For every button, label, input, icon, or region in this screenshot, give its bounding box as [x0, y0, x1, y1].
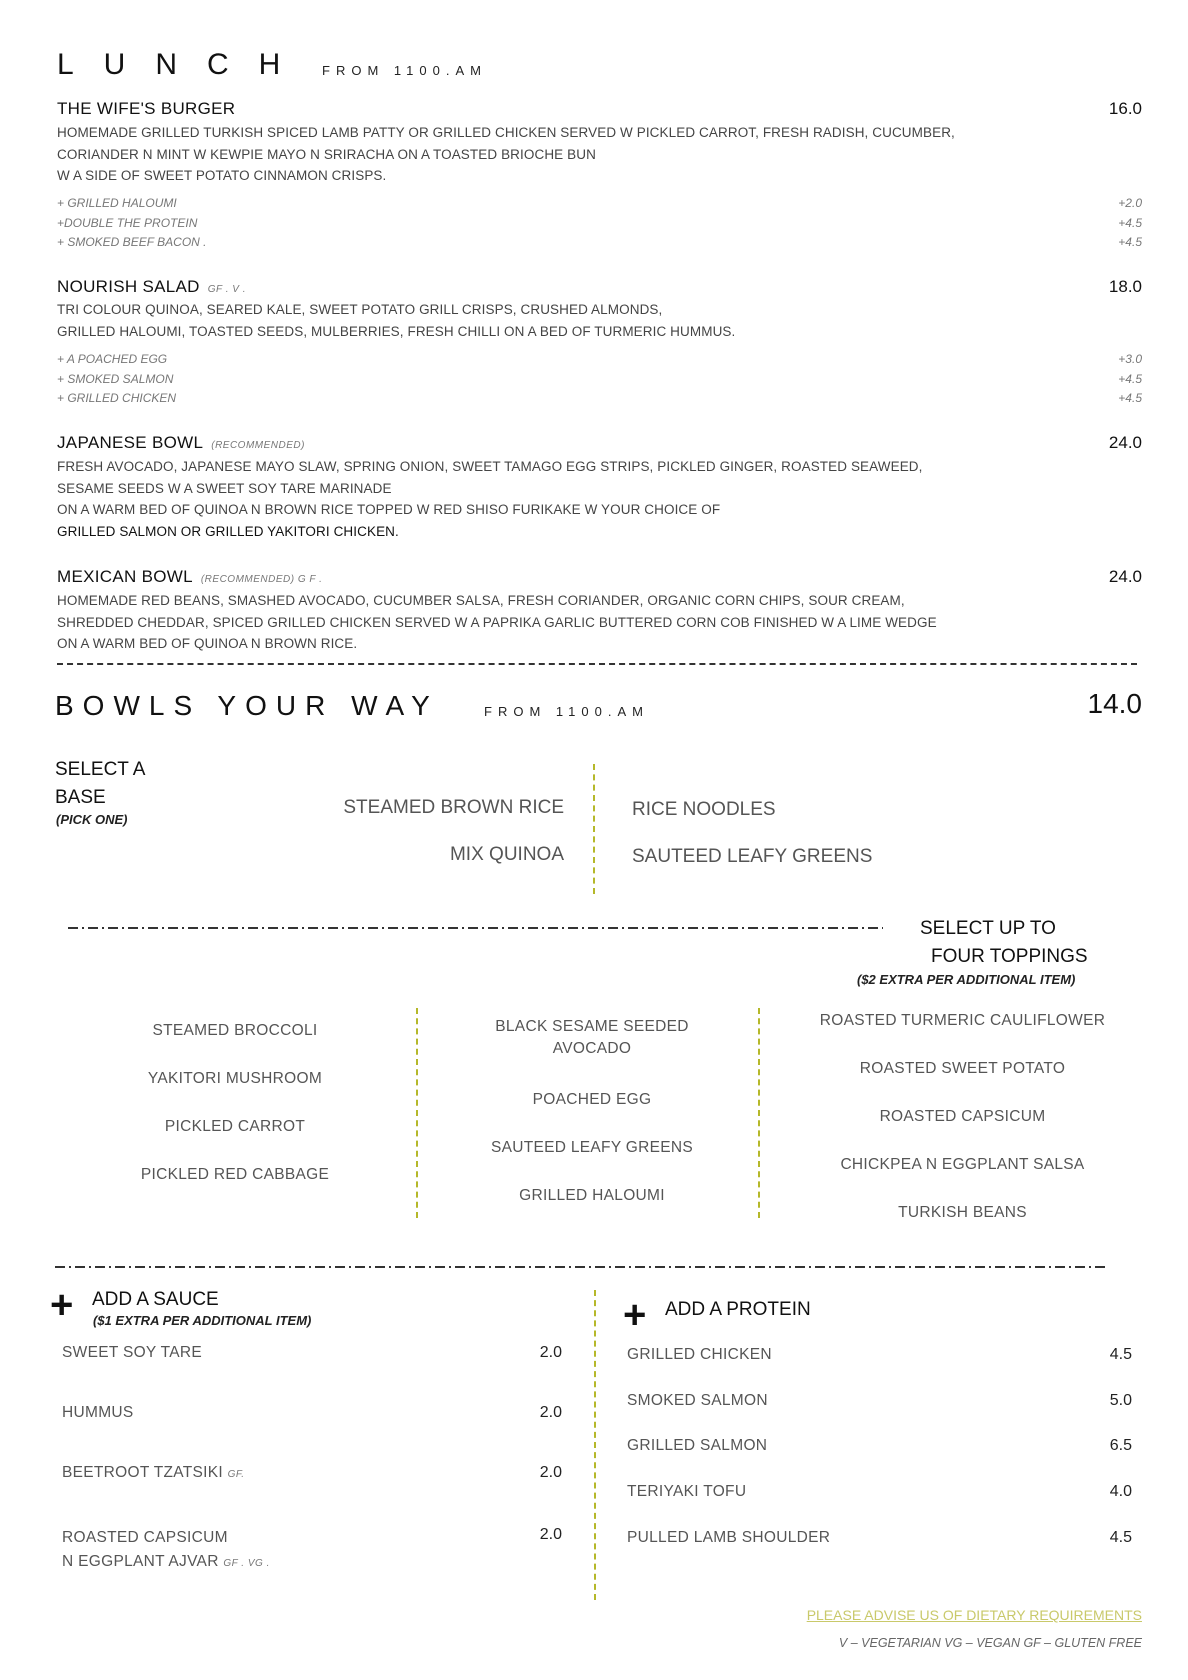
- diet-tag: GF . VG .: [223, 1558, 270, 1569]
- topping-item: ROASTED TURMERIC CAULIFLOWER: [819, 1012, 1106, 1029]
- protein-price: 6.5: [1109, 1437, 1132, 1454]
- addon-prices: +3.0 +4.5 +4.5: [1118, 352, 1142, 405]
- sauce-item: ROASTED CAPSICUM N EGGPLANT AJVAR GF . VG .: [62, 1529, 270, 1570]
- menu-item-price: 24.0: [1108, 433, 1142, 452]
- bowls-title: BOWLS YOUR WAY: [55, 690, 439, 721]
- topping-item: PICKLED RED CABBAGE: [140, 1166, 330, 1183]
- menu-item-description: TRI COLOUR QUINOA, SEARED KALE, SWEET POTATO GRILL CRISPS, CRUSHED ALMONDS, GRILLED HALOUMI, TOASTED SEEDS, MULBERRIES, FRESH CHILLI ON A BED OF TURMERIC HUMMUS.: [57, 302, 736, 339]
- diet-tag: GF.: [227, 1469, 245, 1480]
- section-divider: [57, 663, 1137, 665]
- bowls-from-time: FROM 1100.AM: [484, 704, 649, 719]
- protein-price: 4.0: [1109, 1483, 1132, 1500]
- dietary-requirements-notice: PLEASE ADVISE US OF DIETARY REQUIREMENTS: [806, 1607, 1142, 1623]
- sauce-item: HUMMUS: [62, 1404, 134, 1421]
- select-base-heading: SELECT A BASE: [55, 759, 146, 808]
- add-sauce-heading: ADD A SAUCE: [92, 1289, 219, 1310]
- menu-item-description: HOMEMADE GRILLED TURKISH SPICED LAMB PATTY OR GRILLED CHICKEN SERVED W PICKLED CARROT, FRESH RADISH, CUCUMBER, CORIANDER N MINT W KEWPIE MAYO N SRIRACHA ON A TOASTED BRIOCHE BUN W A SIDE OF SWEET POTATO CINNAMON CRISPS.: [57, 125, 955, 183]
- section-divider: [55, 1266, 1105, 1268]
- protein-item: PULLED LAMB SHOULDER: [627, 1529, 831, 1546]
- topping-item: POACHED EGG: [532, 1091, 652, 1108]
- topping-item: PICKLED CARROT: [164, 1118, 306, 1135]
- lunch-from-time: FROM 1100.AM: [322, 63, 487, 78]
- protein-item: SMOKED SALMON: [627, 1392, 768, 1409]
- plus-icon: +: [623, 1293, 647, 1337]
- topping-item: ROASTED CAPSICUM: [879, 1108, 1046, 1125]
- column-separator: [594, 1290, 596, 1600]
- sauce-price: 2.0: [539, 1526, 562, 1543]
- base-option: RICE NOODLES: [632, 799, 776, 820]
- menu-item-description: FRESH AVOCADO, JAPANESE MAYO SLAW, SPRING ONION, SWEET TAMAGO EGG STRIPS, PICKLED GINGER, ROASTED SEAWEED, SESAME SEEDS W A SWEET SOY TARE MARINADE ON A WARM BED OF QUINOA N BROWN RICE TOPPED W RED SHISO FURIKAKE W YOUR CHOICE OF GRILLED SALMON OR GRILLED YAKITORI CHICKEN.: [57, 459, 923, 539]
- base-option: STEAMED BROWN RICE: [343, 797, 564, 818]
- protein-price: 4.5: [1109, 1529, 1132, 1546]
- add-protein-heading: ADD A PROTEIN: [665, 1299, 811, 1320]
- column-separator: [416, 1008, 418, 1218]
- protein-item: TERIYAKI TOFU: [627, 1483, 747, 1500]
- sauce-item: BEETROOT TZATSIKI GF.: [62, 1464, 245, 1481]
- protein-price: 5.0: [1109, 1392, 1132, 1409]
- menu-item-price: 18.0: [1108, 277, 1142, 296]
- topping-item: BLACK SESAME SEEDED AVOCADO: [495, 1018, 689, 1057]
- diet-tag: GF . V .: [207, 284, 247, 295]
- addon-list: + A POACHED EGG + SMOKED SALMON + GRILLED CHICKEN: [57, 352, 177, 405]
- diet-legend: V – VEGETARIAN VG – VEGAN GF – GLUTEN FREE: [838, 1636, 1142, 1650]
- menu-item-name: THE WIFE'S BURGER: [57, 99, 236, 118]
- addon-prices: +2.0 +4.5 +4.5: [1118, 196, 1142, 249]
- column-separator: [758, 1008, 760, 1218]
- column-separator: [593, 764, 595, 894]
- topping-item: CHICKPEA N EGGPLANT SALSA: [840, 1156, 1085, 1173]
- topping-item: STEAMED BROCCOLI: [152, 1022, 318, 1039]
- addon-list: + GRILLED HALOUMI +DOUBLE THE PROTEIN + SMOKED BEEF BACON .: [57, 196, 207, 249]
- protein-item: GRILLED CHICKEN: [627, 1346, 772, 1363]
- topping-item: TURKISH BEANS: [898, 1204, 1027, 1221]
- menu-item-name: JAPANESE BOWL (RECOMMENDED): [57, 433, 305, 452]
- protein-price: 4.5: [1109, 1346, 1132, 1363]
- sauce-price: 2.0: [539, 1344, 562, 1361]
- menu-item-price: 24.0: [1108, 567, 1142, 586]
- recommended-tag: (RECOMMENDED): [211, 440, 305, 451]
- sauce-item: SWEET SOY TARE: [62, 1344, 203, 1361]
- bowls-price: 14.0: [1087, 688, 1142, 719]
- sauce-price: 2.0: [539, 1404, 562, 1421]
- topping-item: ROASTED SWEET POTATO: [859, 1060, 1066, 1077]
- base-option: MIX QUINOA: [449, 844, 564, 865]
- menu-item-price: 16.0: [1108, 99, 1142, 118]
- add-sauce-sub: ($1 EXTRA PER ADDITIONAL ITEM): [93, 1313, 312, 1328]
- protein-item: GRILLED SALMON: [627, 1437, 768, 1454]
- topping-item: SAUTEED LEAFY GREENS: [490, 1139, 694, 1156]
- menu-item-description: HOMEMADE RED BEANS, SMASHED AVOCADO, CUCUMBER SALSA, FRESH CORIANDER, ORGANIC CORN CHIPS, SOUR CREAM, SHREDDED CHEDDAR, SPICED GRILLED CHICKEN SERVED W A PAPRIKA GARLIC BUTTERED CORN COB FINISHED W A LIME WEDGE ON A WARM BED OF QUINOA N BROWN RICE.: [57, 593, 937, 651]
- topping-item: GRILLED HALOUMI: [519, 1187, 665, 1204]
- menu-item-name: MEXICAN BOWL (RECOMMENDED) G F .: [57, 567, 323, 586]
- select-base-sub: (PICK ONE): [56, 812, 128, 827]
- section-divider: [68, 927, 883, 929]
- topping-item: YAKITORI MUSHROOM: [147, 1070, 323, 1087]
- menu-item-name: NOURISH SALAD GF . V .: [57, 277, 247, 296]
- select-toppings-heading: SELECT UP TO FOUR TOPPINGS: [920, 918, 1088, 967]
- plus-icon: +: [50, 1283, 74, 1327]
- select-toppings-sub: ($2 EXTRA PER ADDITIONAL ITEM): [857, 972, 1076, 987]
- lunch-title: LUNCH: [57, 48, 311, 81]
- base-option: SAUTEED LEAFY GREENS: [632, 846, 873, 867]
- sauce-price: 2.0: [539, 1464, 562, 1481]
- recommended-tag: (RECOMMENDED) G F .: [200, 574, 323, 585]
